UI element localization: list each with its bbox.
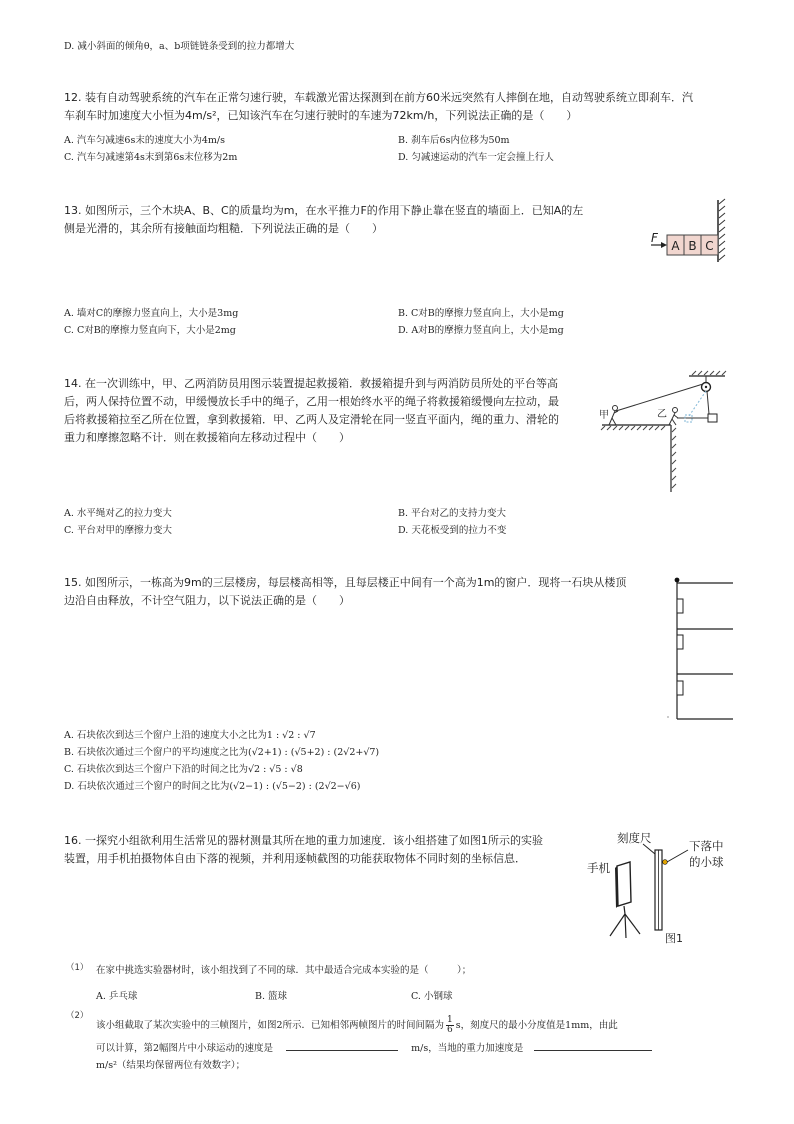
q11-option-d: D. 减小斜面的倾角θ，a、b项链链条受到的拉力都增大 (64, 41, 295, 52)
q13-option-b[interactable]: B. C对B的摩擦力竖直向上，大小是mg (398, 308, 564, 319)
q16-part2-text-after: s，刻度尺的最小分度值是1mm，由此 (455, 1020, 618, 1031)
block-a-label: A (671, 239, 680, 253)
ball-label-line2: 的小球 (689, 855, 724, 869)
rope-jia (616, 384, 703, 411)
q13-option-d[interactable]: D. A对B的摩擦力竖直向上，大小是mg (398, 325, 564, 336)
q14-stem-line2: 后，两人保持位置不动，甲缓慢放长手中的绳子，乙用一根始终水平的绳子将救援箱缓慢向左拉动，最 (64, 395, 559, 408)
q14-stem-line3: 后将救援箱拉至乙所在位置，拿到救援箱．甲、乙两人及定滑轮在同一竖直平面内，绳的重力、滑轮的 (64, 413, 559, 426)
q15-option-b[interactable]: B. 石块依次通过三个窗户的平均速度之比为(√2+1) : (√5+2) : (2√2+√7) (64, 747, 380, 758)
q14-option-a[interactable]: A. 水平绳对乙的拉力变大 (64, 508, 172, 519)
q16-part1-option-b[interactable]: B. 篮球 (255, 991, 288, 1002)
force-arrowhead (661, 242, 667, 248)
q13-stem-line1: 13. 如图所示，三个木块A、B、C的质量均为m，在水平推力F的作用下静止靠在竖直的墙面上．已知A的左 (64, 204, 584, 217)
stone (675, 578, 680, 583)
q14-stem-line1: 14. 在一次训练中，甲、乙两消防员用图示装置提起救援箱．救援箱提升到与两消防员所处的平台等高 (64, 377, 558, 390)
q15-option-d[interactable]: D. 石块依次通过三个窗户的时间之比为(√2−1) : (√5−2) : (2√2−√6) (64, 781, 361, 792)
falling-ball (663, 860, 668, 865)
q16-part1-option-a[interactable]: A. 乒乓球 (96, 991, 138, 1002)
figure-1-caption: 图1 (665, 932, 683, 945)
person-jia-figure (609, 406, 618, 426)
window-1 (677, 599, 683, 613)
person-jia-label: 甲 (599, 410, 609, 421)
q12-option-a[interactable]: A. 汽车匀减速6s末的速度大小为4m/s (64, 135, 225, 146)
gravity-answer-blank[interactable] (534, 1038, 652, 1051)
q15-stem-line2: 边沿自由释放，不计空气阻力，以下说法正确的是（ ） (64, 594, 350, 607)
speed-answer-blank[interactable] (286, 1038, 398, 1051)
fraction-denominator: 6 (447, 1025, 453, 1035)
platform (601, 425, 676, 492)
wall-hatching (718, 199, 725, 262)
q16-part1-text: 在家中挑选实验器材时，该小组找到了不同的球．其中最适合完成本实验的是（ ）； (96, 965, 472, 976)
person-yi-label: 乙 (657, 409, 667, 420)
q13-blocks-figure (645, 198, 735, 264)
q16-part2-line1 (96, 1016, 618, 1035)
q12-option-b[interactable]: B. 刹车后6s内位移为50m (398, 135, 510, 146)
q12-option-d[interactable]: D. 匀减速运动的汽车一定会撞上行人 (398, 152, 554, 163)
block-b-label: B (688, 239, 697, 253)
q16-part2-line2 (96, 1038, 652, 1058)
q16-part2-text-before: 该小组截取了某次实验中的三帧图片，如图2所示．已知相邻两帧图片的时间间隔为 (96, 1020, 445, 1031)
interval-fraction (446, 1016, 454, 1035)
q13-stem-line2: 侧是光滑的，其余所有接触面均粗糙．下列说法正确的是（ ） (64, 222, 383, 235)
building-outline (677, 582, 733, 719)
ball-pointer (667, 850, 688, 862)
q12-stem-line2: 车刹车时加速度大小恒为4m/s²，已知该汽车在匀速行驶时的车速为72km/h，下列说法正确的是（ ） (64, 109, 578, 122)
rope-box (707, 391, 709, 414)
ruler-pointer (643, 844, 655, 854)
q16-part2-line3: m/s²（结果均保留两位有效数字）； (96, 1060, 246, 1071)
q16-part2-text-line2: 可以计算，第2幅图片中小球运动的速度是 (96, 1043, 274, 1054)
rescue-box (708, 414, 717, 422)
q14-option-d[interactable]: D. 天花板受到的拉力不变 (398, 525, 507, 536)
q14-option-b[interactable]: B. 平台对乙的支持力变大 (398, 508, 507, 519)
q15-building-figure (665, 573, 735, 721)
q12-stem-line1: 12. 装有自动驾驶系统的汽车在正常匀速行驶，车载激光雷达探测到在前方60米远突然有人摔倒在地，自动驾驶系统立即刹车．汽 (64, 91, 693, 104)
phone-figure (615, 862, 631, 908)
q16-stem-line2: 装置，用手机拍摄物体自由下落的视频，并利用逐帧截图的功能获取物体不同时刻的坐标信息． (64, 852, 526, 865)
q14-option-c[interactable]: C. 平台对甲的摩擦力变大 (64, 525, 172, 536)
ruler-label: 刻度尺 (617, 831, 652, 845)
q16-part2-number: （2） (66, 1011, 89, 1021)
ceiling-hatching (689, 371, 726, 376)
q12-option-c[interactable]: C. 汽车匀减速第4s末到第6s末位移为2m (64, 152, 238, 163)
window-3 (677, 681, 683, 695)
block-c-label: C (705, 239, 714, 253)
q16-apparatus-figure (585, 826, 735, 946)
q15-stem-line1: 15. 如图所示，一栋高为9m的三层楼房，每层楼高相等，且每层楼正中间有一个高为1m的窗户．现将一石块从楼顶 (64, 576, 627, 589)
q16-stem-line1: 16. 一探究小组欲利用生活常见的器材测量其所在地的重力加速度．该小组搭建了如图1所示的实验 (64, 834, 543, 847)
q14-rescue-figure (597, 370, 737, 494)
q13-option-a[interactable]: A. 墙对C的摩擦力竖直向上，大小是3mg (64, 308, 239, 319)
person-yi-figure (669, 408, 678, 426)
q15-option-a[interactable]: A. 石块依次到达三个窗户上沿的速度大小之比为1 : √2 : √7 (64, 730, 316, 741)
q14-stem-line4: 重力和摩擦忽略不计．则在救援箱向左移动过程中（ ） (64, 431, 350, 444)
force-label: F (651, 231, 658, 245)
q16-part1-option-c[interactable]: C. 小钢球 (411, 991, 453, 1002)
fraction-numerator: 1 (447, 1015, 453, 1025)
q13-option-c[interactable]: C. C对B的摩擦力竖直向下，大小是2mg (64, 325, 236, 336)
unit-speed: m/s，当地的重力加速度是 (411, 1043, 524, 1054)
ball-label-line1: 下落中 (689, 839, 724, 853)
tripod (610, 906, 640, 938)
q15-option-c[interactable]: C. 石块依次到达三个窗户下沿的时间之比为√2 : √5 : √8 (64, 764, 303, 775)
window-2 (677, 635, 683, 649)
phone-label: 手机 (587, 861, 610, 875)
q16-part1-number: （1） (66, 963, 89, 973)
